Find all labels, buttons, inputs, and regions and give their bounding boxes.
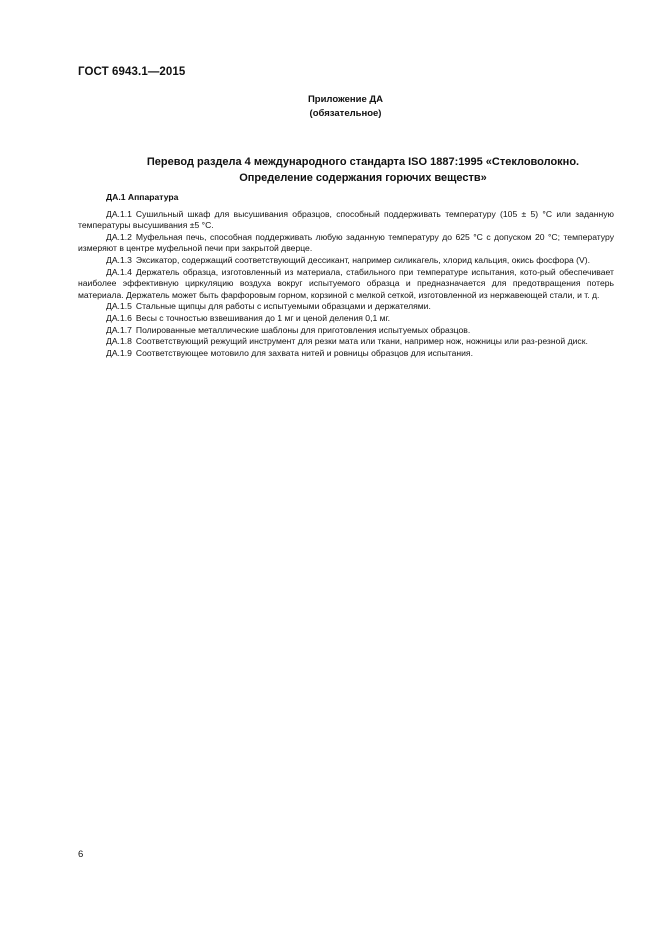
item-number: ДА.1.6 — [106, 312, 132, 323]
item-da-1-2 — [78, 232, 614, 255]
item-da-1-4 — [78, 267, 614, 302]
item-number: ДА.1.5 — [106, 301, 132, 312]
item-number: ДА.1.7 — [106, 324, 132, 335]
item-number: ДА.1.4 — [106, 266, 132, 277]
item-da-1-5 — [78, 301, 614, 313]
item-text: Весы с точностью взвешивания до 1 мг и ценой деления 0,1 мг. — [135, 312, 391, 323]
item-da-1-7 — [78, 325, 614, 337]
item-number: ДА.1.9 — [106, 347, 132, 358]
item-text: Полированные металлические шаблоны для приготовления испытуемых образцов. — [135, 324, 471, 335]
annex-status: (обязательное) — [309, 108, 382, 119]
item-text: Сушильный шкаф для высушивания образцов, способный поддерживать температуру (105 ± 5) °С или заданную температуры высушивания ±5 °С. — [78, 208, 614, 231]
document-title — [78, 154, 618, 186]
apparatus-section — [78, 192, 614, 359]
page-number: 6 — [78, 849, 84, 860]
section-heading: ДА.1 Аппаратура — [106, 192, 179, 202]
item-da-1-6 — [78, 313, 614, 325]
item-da-1-3 — [78, 255, 614, 267]
item-number: ДА.1.1 — [106, 208, 132, 219]
item-text: Соответствующее мотовило для захвата нитей и ровницы образцов для испытания. — [135, 347, 473, 358]
item-number: ДА.1.8 — [106, 336, 132, 347]
standard-header: ГОСТ 6943.1—2015 — [78, 66, 186, 78]
item-text: Стальные щипцы для работы с испытуемыми образцами и держателями. — [135, 301, 431, 312]
item-text: Муфельная печь, способная поддерживать любую заданную температуру до 625 °С с допуском 20 °С; температуру измеряют в центре муфельной печи при закрытой дверце. — [78, 231, 614, 254]
item-text: Соответствующий режущий инструмент для резки мата или ткани, например нож, ножницы или раз-резной диск. — [135, 336, 588, 347]
item-da-1-9 — [78, 348, 614, 360]
document-title-line-1: Перевод раздела 4 международного стандарта ISO 1887:1995 «Стекловолокно. — [146, 156, 580, 168]
document-title-line-2: Определение содержания горючих веществ» — [239, 172, 487, 184]
item-da-1-1 — [78, 209, 614, 232]
annex-block — [0, 93, 661, 121]
item-number: ДА.1.2 — [106, 231, 132, 242]
item-text: Эксикатор, содержащий соответствующий дессикант, например силикагель, хлорид кальция, окись фосфора (V). — [135, 254, 590, 265]
annex-title: Приложение ДА — [307, 94, 384, 105]
item-text: Держатель образца, изготовленный из материала, стабильного при температуре испытания, кото-рый обеспечивает наиболее эффективную циркуляцию воздуха вокруг испытуемого образца и предназначается для предотвращения потерь материала. Держатель может быть фарфоровым горном, корзиной с мелкой сеткой, изготовленной из нержавеющей стали, и т. д. — [78, 266, 614, 300]
item-da-1-8 — [78, 336, 614, 348]
item-number: ДА.1.3 — [106, 254, 132, 265]
